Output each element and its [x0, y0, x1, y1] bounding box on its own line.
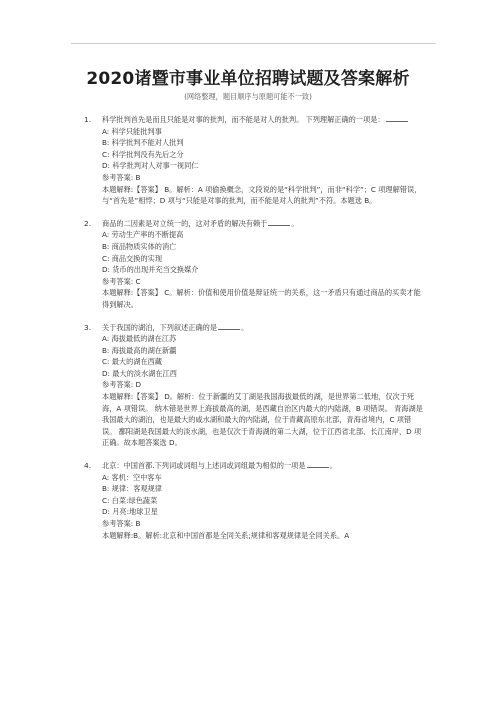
- option-a: A: 科学只能批判事: [102, 126, 162, 136]
- option-a: A: 客机：空中客车: [102, 472, 162, 482]
- reference-answer: 参考答案: B: [102, 172, 141, 182]
- reference-answer: 参考答案: D: [102, 380, 141, 390]
- answer-explanation: 本题解释:【答案】 B。解析：A 项偷换概念，文段说的是“科学批判”，而非“科学”；C 项理解错误，与“首先是”相悖；D 项与“只能是对事的批判，而不能是对人的批判”不符。本题选 B。: [102, 184, 422, 206]
- option-d: D: 货币的出现并充当交换媒介: [102, 265, 199, 275]
- question-stem: 北京：中国首都.下列词或词组与上述词或词组最为相似的一项是 。: [102, 461, 337, 471]
- option-d: D: 月亮:地球卫星: [102, 507, 158, 517]
- option-b: B: 商品物质实体的消亡: [102, 241, 177, 251]
- question-stem: 关于我国的湖泊，下列叙述正确的是 。: [102, 322, 249, 332]
- question-number: 4.: [84, 461, 92, 471]
- option-a: A: 海拔最低的湖在江苏: [102, 334, 177, 344]
- question-2: [84, 218, 424, 311]
- question-4: [84, 460, 424, 541]
- question-1: [84, 114, 424, 207]
- option-c: C: 科学批判没有先后之分: [102, 149, 184, 159]
- answer-blank: [307, 460, 329, 468]
- question-3: [84, 322, 424, 450]
- option-b: B: 科学批判不能对人批判: [102, 138, 184, 148]
- question-number: 3.: [84, 322, 92, 332]
- option-b: B: 规律：客观规律: [102, 484, 162, 494]
- answer-blank: [386, 114, 408, 122]
- answer-blank: [218, 322, 240, 330]
- answer-explanation: 本题解释:【答案】 D。解析：位于新疆的艾丁湖是我国海拔最低的湖，是世界第二低地，仅次于死海，A 项错误。 纳木错是世界上海拔最高的湖，是西藏自治区内最大的内陆湖，B 项错误。 青海湖是我国最大的湖泊，也是最大的咸水湖和最大的内陆湖，位于青藏高原东北部，青海省境内，C 项错误。 鄱阳湖是我国最大的淡水湖，也是仅次于青海湖的第二大湖，位于江西省北部、长江南岸，D 项正确。故本题答案选 D。: [102, 392, 423, 448]
- option-d: D: 最大的淡水湖在江西: [102, 368, 177, 378]
- answer-explanation: 本题解释:【答案】 C。解析：价值和使用价值是辩证统一的关系，这一矛盾只有通过商品的买卖才能得到解决。: [102, 288, 421, 309]
- option-c: C: 商品交换的实现: [102, 253, 163, 263]
- question-stem: 商品的二因素是对立统一的，这对矛盾的解决有赖于 。: [102, 218, 299, 228]
- page-subtitle: (网络整理，题目顺序与原题可能不一致): [184, 92, 312, 101]
- reference-answer: 参考答案: C: [102, 276, 141, 286]
- option-a: A: 劳动生产率的不断提高: [102, 230, 184, 240]
- question-list: [84, 114, 424, 552]
- option-b: B: 海拔最高的湖在新疆: [102, 345, 177, 355]
- option-c: C: 最大的湖在西藏: [102, 357, 163, 367]
- answer-explanation: 本题解释:B。解析:北京和中国首都是全同关系;规律和客观规律是全同关系。A: [102, 530, 350, 540]
- option-d: D: 科学批判对人对事一视同仁: [102, 161, 199, 171]
- option-c: C: 白菜:绿色蔬菜: [102, 495, 158, 505]
- reference-answer: 参考答案: B: [102, 519, 141, 528]
- question-number: 2.: [84, 218, 92, 228]
- header-rule: [71, 43, 436, 44]
- question-number: 1.: [84, 115, 92, 124]
- question-stem: 科学批判首先是而且只能是对事的批判，而不能是对人的批判。 下列理解正确的一项是：: [102, 114, 424, 126]
- page-title: 2020诸暨市事业单位招聘试题及答案解析: [86, 69, 410, 89]
- answer-blank: [268, 218, 290, 226]
